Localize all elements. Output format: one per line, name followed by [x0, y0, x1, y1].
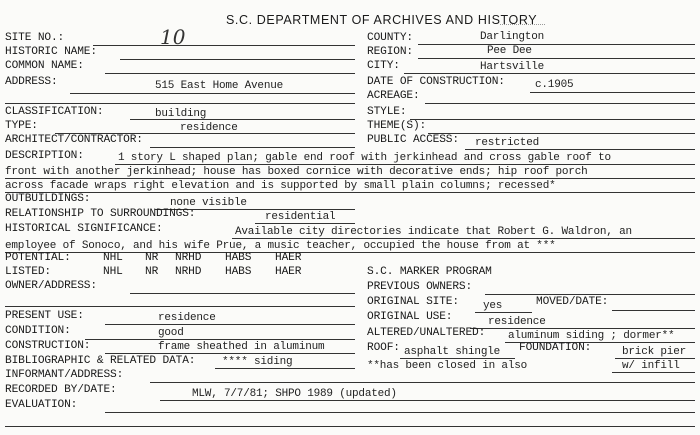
relationship-value: residential	[265, 211, 336, 223]
potential-habs: HABS	[225, 252, 252, 264]
construction-label: CONSTRUCTION:	[5, 340, 91, 352]
construction-line	[105, 353, 355, 354]
historic-name-line	[120, 59, 355, 60]
public-access-value: restricted	[475, 137, 540, 149]
type-label: TYPE:	[5, 120, 38, 132]
type-value: residence	[180, 122, 238, 134]
original-use-line	[470, 328, 695, 329]
form-title: S.C. DEPARTMENT OF ARCHIVES AND HISTORY	[226, 13, 538, 27]
altered-label: ALTERED/UNALTERED:	[367, 327, 486, 339]
bibliography-value: **** siding	[222, 356, 293, 368]
description-rule-2	[5, 178, 695, 179]
public-access-line	[465, 149, 695, 150]
potential-label: POTENTIAL:	[5, 252, 71, 264]
historic-name-label: HISTORIC NAME:	[5, 46, 97, 58]
foundation-line	[615, 358, 695, 359]
city-line	[404, 73, 695, 74]
date-construction-value: c.1905	[535, 79, 574, 91]
recorded-by-value: MLW, 7/7/81; SHPO 1989 (updated)	[192, 388, 397, 400]
listed-nhl: NHL	[103, 266, 123, 278]
county-value: Darlington	[480, 31, 545, 43]
theme-line	[428, 133, 695, 134]
outbuildings-value: none visible	[170, 197, 247, 209]
previous-owners-line	[485, 294, 695, 295]
bibliography-line	[215, 368, 355, 369]
moved-date-line	[612, 310, 695, 311]
previous-owners-label: PREVIOUS OWNERS:	[367, 281, 473, 293]
architect-label: ARCHITECT/CONTRACTOR:	[5, 134, 143, 146]
potential-nhl: NHL	[103, 252, 123, 264]
city-value: Hartsville	[480, 61, 545, 73]
roof-label: ROOF:	[367, 342, 400, 354]
roof-line	[400, 358, 515, 359]
original-use-value: residence	[488, 316, 546, 328]
description-line-2: front with another jerkinhead; house has boxed cornice with decorative ends; hip roof porch	[5, 166, 588, 178]
condition-line	[85, 339, 355, 340]
significance-line-1: Available city directories indicate that Robert G. Waldron, an	[235, 226, 632, 238]
significance-rule-1	[232, 238, 695, 239]
owner-address-label: OWNER/ADDRESS:	[5, 280, 97, 292]
evaluation-label: EVALUATION:	[5, 399, 78, 411]
significance-label: HISTORICAL SIGNIFICANCE:	[5, 223, 163, 235]
bibliography-label: BIBLIOGRAPHIC & RELATED DATA:	[5, 355, 196, 367]
potential-haer: HAER	[275, 252, 302, 264]
date-construction-label: DATE OF CONSTRUCTION:	[367, 76, 505, 88]
informant-label: INFORMANT/ADDRESS:	[5, 369, 124, 381]
classification-label: CLASSIFICATION:	[5, 106, 104, 118]
present-use-label: PRESENT USE:	[5, 310, 84, 322]
address-value: 515 East Home Avenue	[155, 80, 284, 92]
address-label: ADDRESS:	[5, 76, 58, 88]
site-no-label: SITE NO.:	[5, 32, 65, 44]
potential-nr: NR	[145, 252, 159, 264]
architect-line	[150, 147, 355, 148]
evaluation-line-2	[5, 426, 695, 427]
title-dotted-rule	[500, 24, 545, 25]
description-label: DESCRIPTION:	[5, 150, 84, 162]
acreage-label: ACREAGE:	[367, 90, 420, 102]
region-value: Pee Dee	[487, 45, 532, 57]
present-use-line	[105, 324, 355, 325]
county-line	[418, 44, 695, 45]
address-line-2	[5, 103, 355, 104]
listed-nr: NR	[145, 266, 159, 278]
region-label: REGION:	[367, 46, 413, 58]
address-line	[70, 93, 355, 94]
owner-address-line-2	[5, 306, 355, 307]
description-line-3: across facade wraps right elevation and is supported by small plain columns; recessed*	[5, 180, 556, 192]
construction-value: frame sheathed in aluminum	[158, 341, 325, 353]
foundation-label: FOUNDATION:	[519, 342, 592, 354]
public-access-label: PUBLIC ACCESS:	[367, 134, 459, 146]
county-label: COUNTY:	[367, 32, 413, 44]
significance-line-2: employee of Sonoco, and his wife Prue, a music teacher, occupied the house from at ***	[5, 240, 556, 252]
foundation-value: brick pier	[622, 346, 687, 358]
listed-haer: HAER	[275, 266, 302, 278]
theme-label: THEME(S):	[367, 120, 427, 132]
acreage-line	[425, 103, 695, 104]
listed-label: LISTED:	[5, 266, 51, 278]
relationship-label: RELATIONSHIP TO SURROUNDINGS:	[5, 208, 196, 220]
listed-habs: HABS	[225, 266, 252, 278]
classification-value: building	[155, 108, 207, 120]
region-line	[418, 58, 695, 59]
site-no-line	[93, 45, 355, 46]
foundation-value-2: w/ infill	[622, 360, 680, 372]
description-rule-1	[115, 164, 695, 165]
relationship-line	[255, 223, 355, 224]
listed-nrhd: NRHD	[175, 266, 202, 278]
original-site-label: ORIGINAL SITE:	[367, 296, 459, 308]
potential-nrhd: NRHD	[175, 252, 202, 264]
condition-label: CONDITION:	[5, 325, 71, 337]
date-construction-line	[530, 92, 695, 93]
foundation-line-2	[612, 372, 695, 373]
description-rule-3	[5, 192, 695, 193]
original-use-label: ORIGINAL USE:	[367, 311, 453, 323]
informant-line	[150, 382, 695, 383]
present-use-value: residence	[158, 312, 216, 324]
condition-value: good	[158, 327, 184, 339]
common-name-label: COMMON NAME:	[5, 60, 84, 72]
style-line	[410, 119, 695, 120]
owner-address-line	[130, 293, 355, 294]
roof-value: asphalt shingle	[404, 346, 501, 358]
description-line-1: 1 story L shaped plan; gable end roof with jerkinhead and cross gable roof to	[118, 152, 611, 164]
evaluation-line	[105, 412, 695, 413]
original-site-line	[475, 312, 532, 313]
city-label: CITY:	[367, 60, 400, 72]
moved-date-label: MOVED/DATE:	[536, 296, 609, 308]
classification-line	[130, 119, 355, 120]
outbuildings-label: OUTBUILDINGS:	[5, 193, 91, 205]
common-name-line	[105, 73, 355, 74]
original-site-value: yes	[483, 300, 503, 312]
recorded-by-label: RECORDED BY/DATE:	[5, 384, 117, 396]
altered-value: aluminum siding ; dormer**	[508, 330, 675, 342]
recorded-by-line	[160, 400, 695, 401]
style-label: STYLE:	[367, 106, 407, 118]
site-no-value: 10	[160, 25, 186, 49]
closed-note: **has been closed in also	[367, 360, 528, 372]
marker-program-label: S.C. MARKER PROGRAM	[367, 266, 492, 278]
